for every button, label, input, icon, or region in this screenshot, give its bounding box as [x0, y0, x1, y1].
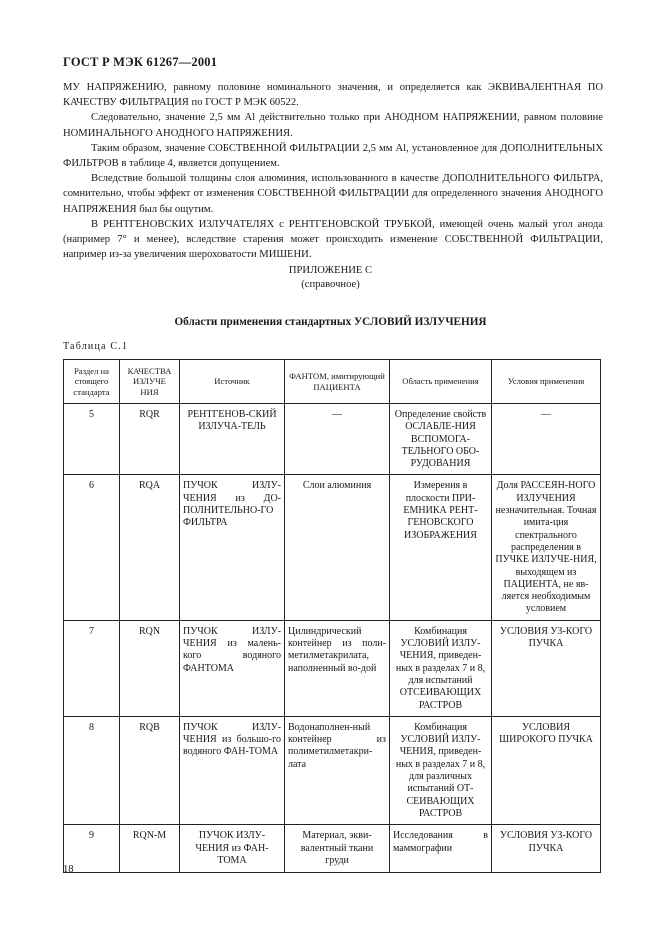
table-cell: ПУЧОК ИЗЛУ-ЧЕНИЯ из большо-го водяного ФАН-ТОМА: [180, 716, 285, 824]
table-cell: 8: [64, 716, 120, 824]
table-row: [64, 475, 601, 620]
paragraph: Таким образом, значение СОБСТВЕННОЙ ФИЛЬТРАЦИИ 2,5 мм Al, установленное для ДОПОЛНИТЕЛЬНЫХ ФИЛЬТРОВ в таблице 4, является допущением.: [63, 142, 603, 170]
table-cell: РЕНТГЕНОВ-СКИЙ ИЗЛУЧА-ТЕЛЬ: [180, 404, 285, 475]
table-cell: RQA: [120, 475, 180, 620]
paragraph: В РЕНТГЕНОВСКИХ ИЗЛУЧАТЕЛЯХ с РЕНТГЕНОВСКОЙ ТРУБКОЙ, имеющей очень малый угол анода (например 7° и менее), вследствие старения может происходить изменение СОБСТВЕННОЙ ФИЛЬТРАЦИИ, например из-за увеличения шероховатости МИШЕНИ.: [63, 218, 603, 261]
table-cell: —: [285, 404, 390, 475]
body-text: [63, 80, 603, 262]
column-header: Источник: [180, 360, 285, 404]
table-cell: УСЛОВИЯ УЗ-КОГО ПУЧКА: [492, 825, 601, 873]
data-table: [63, 359, 601, 873]
table-row: [64, 825, 601, 873]
page-number: 18: [63, 864, 74, 875]
table-row: [64, 716, 601, 824]
table-row: [64, 404, 601, 475]
appendix-heading: [0, 264, 661, 292]
column-header: Условия применения: [492, 360, 601, 404]
table-cell: 9: [64, 825, 120, 873]
table-header-row: [64, 360, 601, 404]
table-cell: Водонаполнен-ный контейнер из полиметилметакри-лата: [285, 716, 390, 824]
table-cell: ПУЧОК ИЗЛУ-ЧЕНИЯ из ДО-ПОЛНИТЕЛЬНО-ГО ФИЛЬТРА: [180, 475, 285, 620]
table-cell: 6: [64, 475, 120, 620]
table-cell: RQN-M: [120, 825, 180, 873]
document-header: ГОСТ Р МЭК 61267—2001: [63, 55, 218, 69]
table-cell: Исследования в маммографии: [390, 825, 492, 873]
table-cell: Комбинация УСЛОВИЙ ИЗЛУ-ЧЕНИЯ, приведен-ных в разделах 7 и 8, для различных испытаний ОТ-СЕИВАЮЩИХ РАСТРОВ: [390, 716, 492, 824]
table-cell: Комбинация УСЛОВИЙ ИЗЛУ-ЧЕНИЯ, приведен-ных в разделах 7 и 8, для испытаний ОТСЕИВАЮЩИХ РАСТРОВ: [390, 620, 492, 716]
table-cell: ПУЧОК ИЗЛУ-ЧЕНИЯ из малень-кого водяного ФАНТОМА: [180, 620, 285, 716]
table-cell: Материал, экви-валентный ткани груди: [285, 825, 390, 873]
section-title: Области применения стандартных УСЛОВИЙ ИЗЛУЧЕНИЯ: [174, 316, 487, 328]
table-cell: Доля РАССЕЯН-НОГО ИЗЛУЧЕНИЯ незначительная. Точная имита-ция спектрального распределения в ПУЧКЕ ИЗЛУЧЕ-НИЯ, выходящем из ПАЦИЕНТА, не яв-ляется необходимым условием: [492, 475, 601, 620]
column-header: ФАНТОМ, имитирующий ПАЦИЕНТА: [285, 360, 390, 404]
table-cell: RQN: [120, 620, 180, 716]
appendix-subtitle: (справочное): [301, 279, 360, 290]
appendix-title: ПРИЛОЖЕНИЕ С: [288, 265, 373, 276]
table-cell: 5: [64, 404, 120, 475]
column-header: Раздел на стоящего стандарта: [64, 360, 120, 404]
table-cell: Определение свойств ОСЛАБЛЕ-НИЯ ВСПОМОГА-ТЕЛЬНОГО ОБО-РУДОВАНИЯ: [390, 404, 492, 475]
table-cell: ПУЧОК ИЗЛУ-ЧЕНИЯ из ФАН-ТОМА: [180, 825, 285, 873]
table-cell: 7: [64, 620, 120, 716]
table-cell: —: [492, 404, 601, 475]
table-cell: УСЛОВИЯ ШИРОКОГО ПУЧКА: [492, 716, 601, 824]
table-row: [64, 620, 601, 716]
column-header: Область применения: [390, 360, 492, 404]
table-cell: RQR: [120, 404, 180, 475]
table-label: Таблица С.1: [63, 341, 129, 352]
column-header: КАЧЕСТВА ИЗЛУЧЕ НИЯ: [120, 360, 180, 404]
table-cell: УСЛОВИЯ УЗ-КОГО ПУЧКА: [492, 620, 601, 716]
table-cell: Измерения в плоскости ПРИ-ЕМНИКА РЕНТ-ГЕНОВСКОГО ИЗОБРАЖЕНИЯ: [390, 475, 492, 620]
table-cell: Слои алюминия: [285, 475, 390, 620]
paragraph: Вследствие большой толщины слоя алюминия, использованного в качестве ДОПОЛНИТЕЛЬНОГО ФИЛЬТРА, сомнительно, чтобы эффект от изменения СОБСТВЕННОЙ ФИЛЬТРАЦИИ для определенного значения АНОДНОГО НАПРЯЖЕНИЯ был бы ощутим.: [63, 173, 603, 215]
paragraph: Следовательно, значение 2,5 мм Al действительно только при АНОДНОМ НАПРЯЖЕНИИ, равном половине НОМИНАЛЬНОГО АНОДНОГО НАПРЯЖЕНИЯ.: [63, 112, 603, 139]
paragraph: МУ НАПРЯЖЕНИЮ, равному половине номинального значения, и определяется как ЭКВИВАЛЕНТНАЯ ПО КАЧЕСТВУ ФИЛЬТРАЦИЯ по ГОСТ Р МЭК 60522.: [63, 82, 603, 109]
table-cell: Цилиндрический контейнер из поли-метилметакрилата, наполненный во-дой: [285, 620, 390, 716]
table-cell: RQB: [120, 716, 180, 824]
